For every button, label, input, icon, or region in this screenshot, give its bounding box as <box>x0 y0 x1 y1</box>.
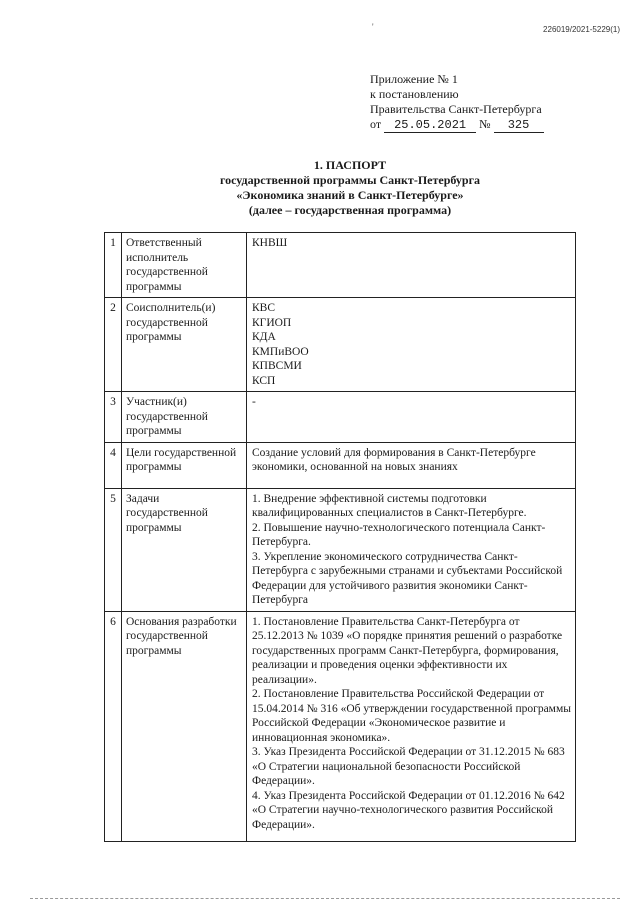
row-label: Соисполнитель(и) государственной программы <box>122 298 247 392</box>
table-row <box>105 442 576 488</box>
resolution-date: 25.05.2021 <box>384 119 476 133</box>
row-number: 1 <box>105 233 122 298</box>
row-label: Задачи государственной программы <box>122 488 247 611</box>
appendix-title: Приложение № 1 <box>370 72 458 86</box>
table-row <box>105 611 576 841</box>
number-prefix: № <box>479 117 491 131</box>
row-number: 6 <box>105 611 122 841</box>
passport-table <box>104 232 576 842</box>
value-line: 3. Указ Президента Российской Федерации от 31.12.2015 № 683 «О Стратегии национальной безопасности Российской Федерации». <box>252 746 565 787</box>
passport-title <box>0 158 640 218</box>
value-line: 4. Указ Президента Российской Федерации от 01.12.2016 № 642 «О Стратегии научно-технологического развития Российской Федерации». <box>252 789 565 831</box>
value-line: КПВСМИ <box>252 360 302 372</box>
row-value <box>247 488 576 611</box>
value-line: - <box>252 396 256 408</box>
page-edge-line <box>30 898 620 899</box>
value-line: 2. Повышение научно-технологического потенциала Санкт-Петербурга. <box>252 521 546 548</box>
row-value <box>247 392 576 443</box>
row-number: 2 <box>105 298 122 392</box>
row-label: Участник(и) государственной программы <box>122 392 247 443</box>
row-number: 5 <box>105 488 122 611</box>
value-line: КСП <box>252 374 276 387</box>
value-line: КНВШ <box>252 237 288 249</box>
row-label: Основания разработки государственной программы <box>122 611 247 841</box>
row-number: 4 <box>105 442 122 488</box>
table-row <box>105 298 576 392</box>
row-label: Цели государственной программы <box>122 442 247 488</box>
title-line-4: (далее – государственная программа) <box>248 203 452 217</box>
table-row <box>105 233 576 298</box>
document-id: 226019/2021-5229(1) <box>543 25 620 34</box>
title-line-1: 1. ПАСПОРТ <box>313 158 387 172</box>
appendix-government: Правительства Санкт-Петербурга <box>370 102 542 116</box>
value-line: 1. Постановление Правительства Санкт-Петербурга от 25.12.2013 № 1039 «О порядке принятия решений о разработке государственных программ Санкт-Петербурга, формирования, реализации и проведения оценки эффективности их реализации». <box>252 615 563 686</box>
value-line: КМПиВОО <box>252 345 309 358</box>
value-line: КВС <box>252 302 276 314</box>
row-value <box>247 442 576 488</box>
title-line-2: государственной программы Санкт-Петербурга <box>219 173 481 187</box>
row-label: Ответственный исполнитель государственной программы <box>122 233 247 298</box>
row-value <box>247 233 576 298</box>
title-line-3: «Экономика знаний в Санкт-Петербурге» <box>236 188 464 202</box>
row-value <box>247 611 576 841</box>
appendix-block <box>370 72 544 133</box>
row-number: 3 <box>105 392 122 443</box>
date-prefix: от <box>370 117 382 131</box>
table-row <box>105 488 576 611</box>
resolution-number: 325 <box>494 119 544 133</box>
value-line: 2. Постановление Правительства Российской Федерации от 15.04.2014 № 316 «Об утверждении государственной программы Российской Федерации «Экономическое развитие и инновационная экономика». <box>252 688 571 744</box>
value-line: КДА <box>252 331 276 343</box>
appendix-resolution: к постановлению <box>370 87 459 101</box>
appendix-date-line <box>370 117 544 133</box>
table-row <box>105 392 576 443</box>
row-value <box>247 298 576 392</box>
value-line: Создание условий для формирования в Санкт-Петербурге экономики, основанной на новых знаниях <box>252 446 536 473</box>
value-line: 1. Внедрение эффективной системы подготовки квалифицированных специалистов в Санкт-Петербурге. <box>252 492 527 519</box>
value-line: 3. Укрепление экономического сотрудничества Санкт-Петербурга с зарубежными странами и субъектами Российской Федерации для устойчивого развития экономики Санкт-Петербурга <box>252 550 563 606</box>
scan-mark: ' <box>372 22 374 32</box>
value-line: КГИОП <box>252 316 292 329</box>
